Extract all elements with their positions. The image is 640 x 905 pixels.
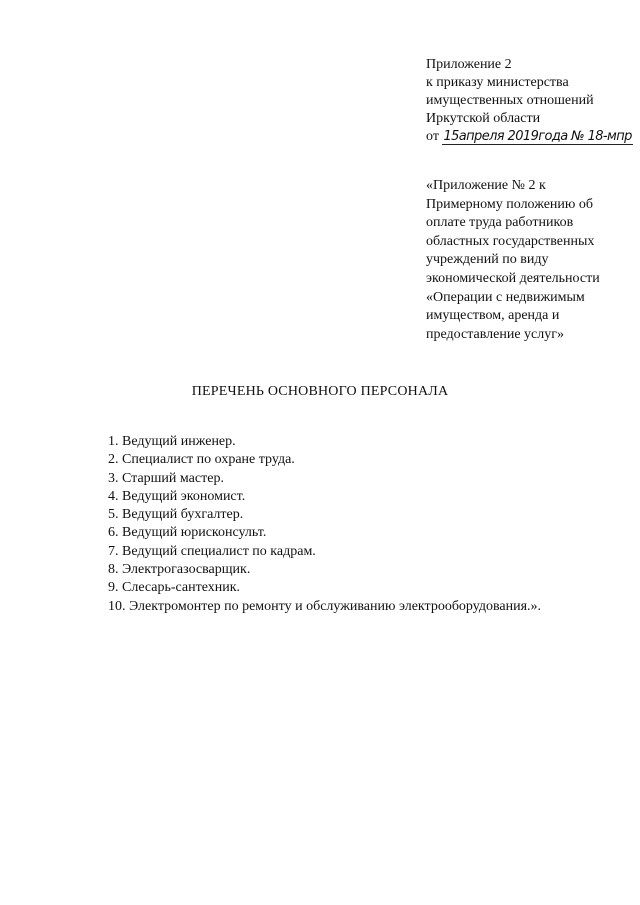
- handwritten-date: 15апреля 2019года № 18-мпр: [443, 129, 632, 144]
- list-item: 4. Ведущий экономист.: [108, 488, 246, 504]
- date-prefix: от: [426, 129, 439, 144]
- list-item: 10. Электромонтер по ремонту и обслуживанию электрооборудования.».: [108, 598, 542, 614]
- appendix-header: [426, 56, 632, 146]
- list-item: 3. Старший мастер.: [108, 470, 224, 486]
- appendix-header-line-4: Иркутской области: [426, 111, 541, 126]
- appendix-header-line-3: имущественных отношений: [426, 93, 594, 108]
- list-item: 6. Ведущий юрисконсульт.: [108, 525, 267, 541]
- appendix-header-line-1: Приложение 2: [426, 57, 512, 72]
- list-item: 2. Специалист по охране труда.: [108, 452, 295, 468]
- appendix-header-line-2: к приказу министерства: [426, 75, 569, 90]
- quoted-appendix-header: «Приложение № 2 к Примерному положению об оплате труда работников областных государственных учреждений по виду экономической деятельности «Операции с недвижимым имуществом, аренда и предоставление услуг»: [426, 178, 600, 342]
- appendix-date-line: [426, 128, 632, 146]
- staff-list: [108, 433, 618, 616]
- list-item: 1. Ведущий инженер.: [108, 434, 236, 449]
- list-item: 5. Ведущий бухгалтер.: [108, 507, 244, 523]
- list-item: 8. Электрогазосварщик.: [108, 562, 251, 578]
- list-item: 7. Ведущий специалист по кадрам.: [108, 543, 316, 559]
- document-title: ПЕРЕЧЕНЬ ОСНОВНОГО ПЕРСОНАЛА: [191, 384, 449, 399]
- list-item: 9. Слесарь-сантехник.: [108, 580, 241, 596]
